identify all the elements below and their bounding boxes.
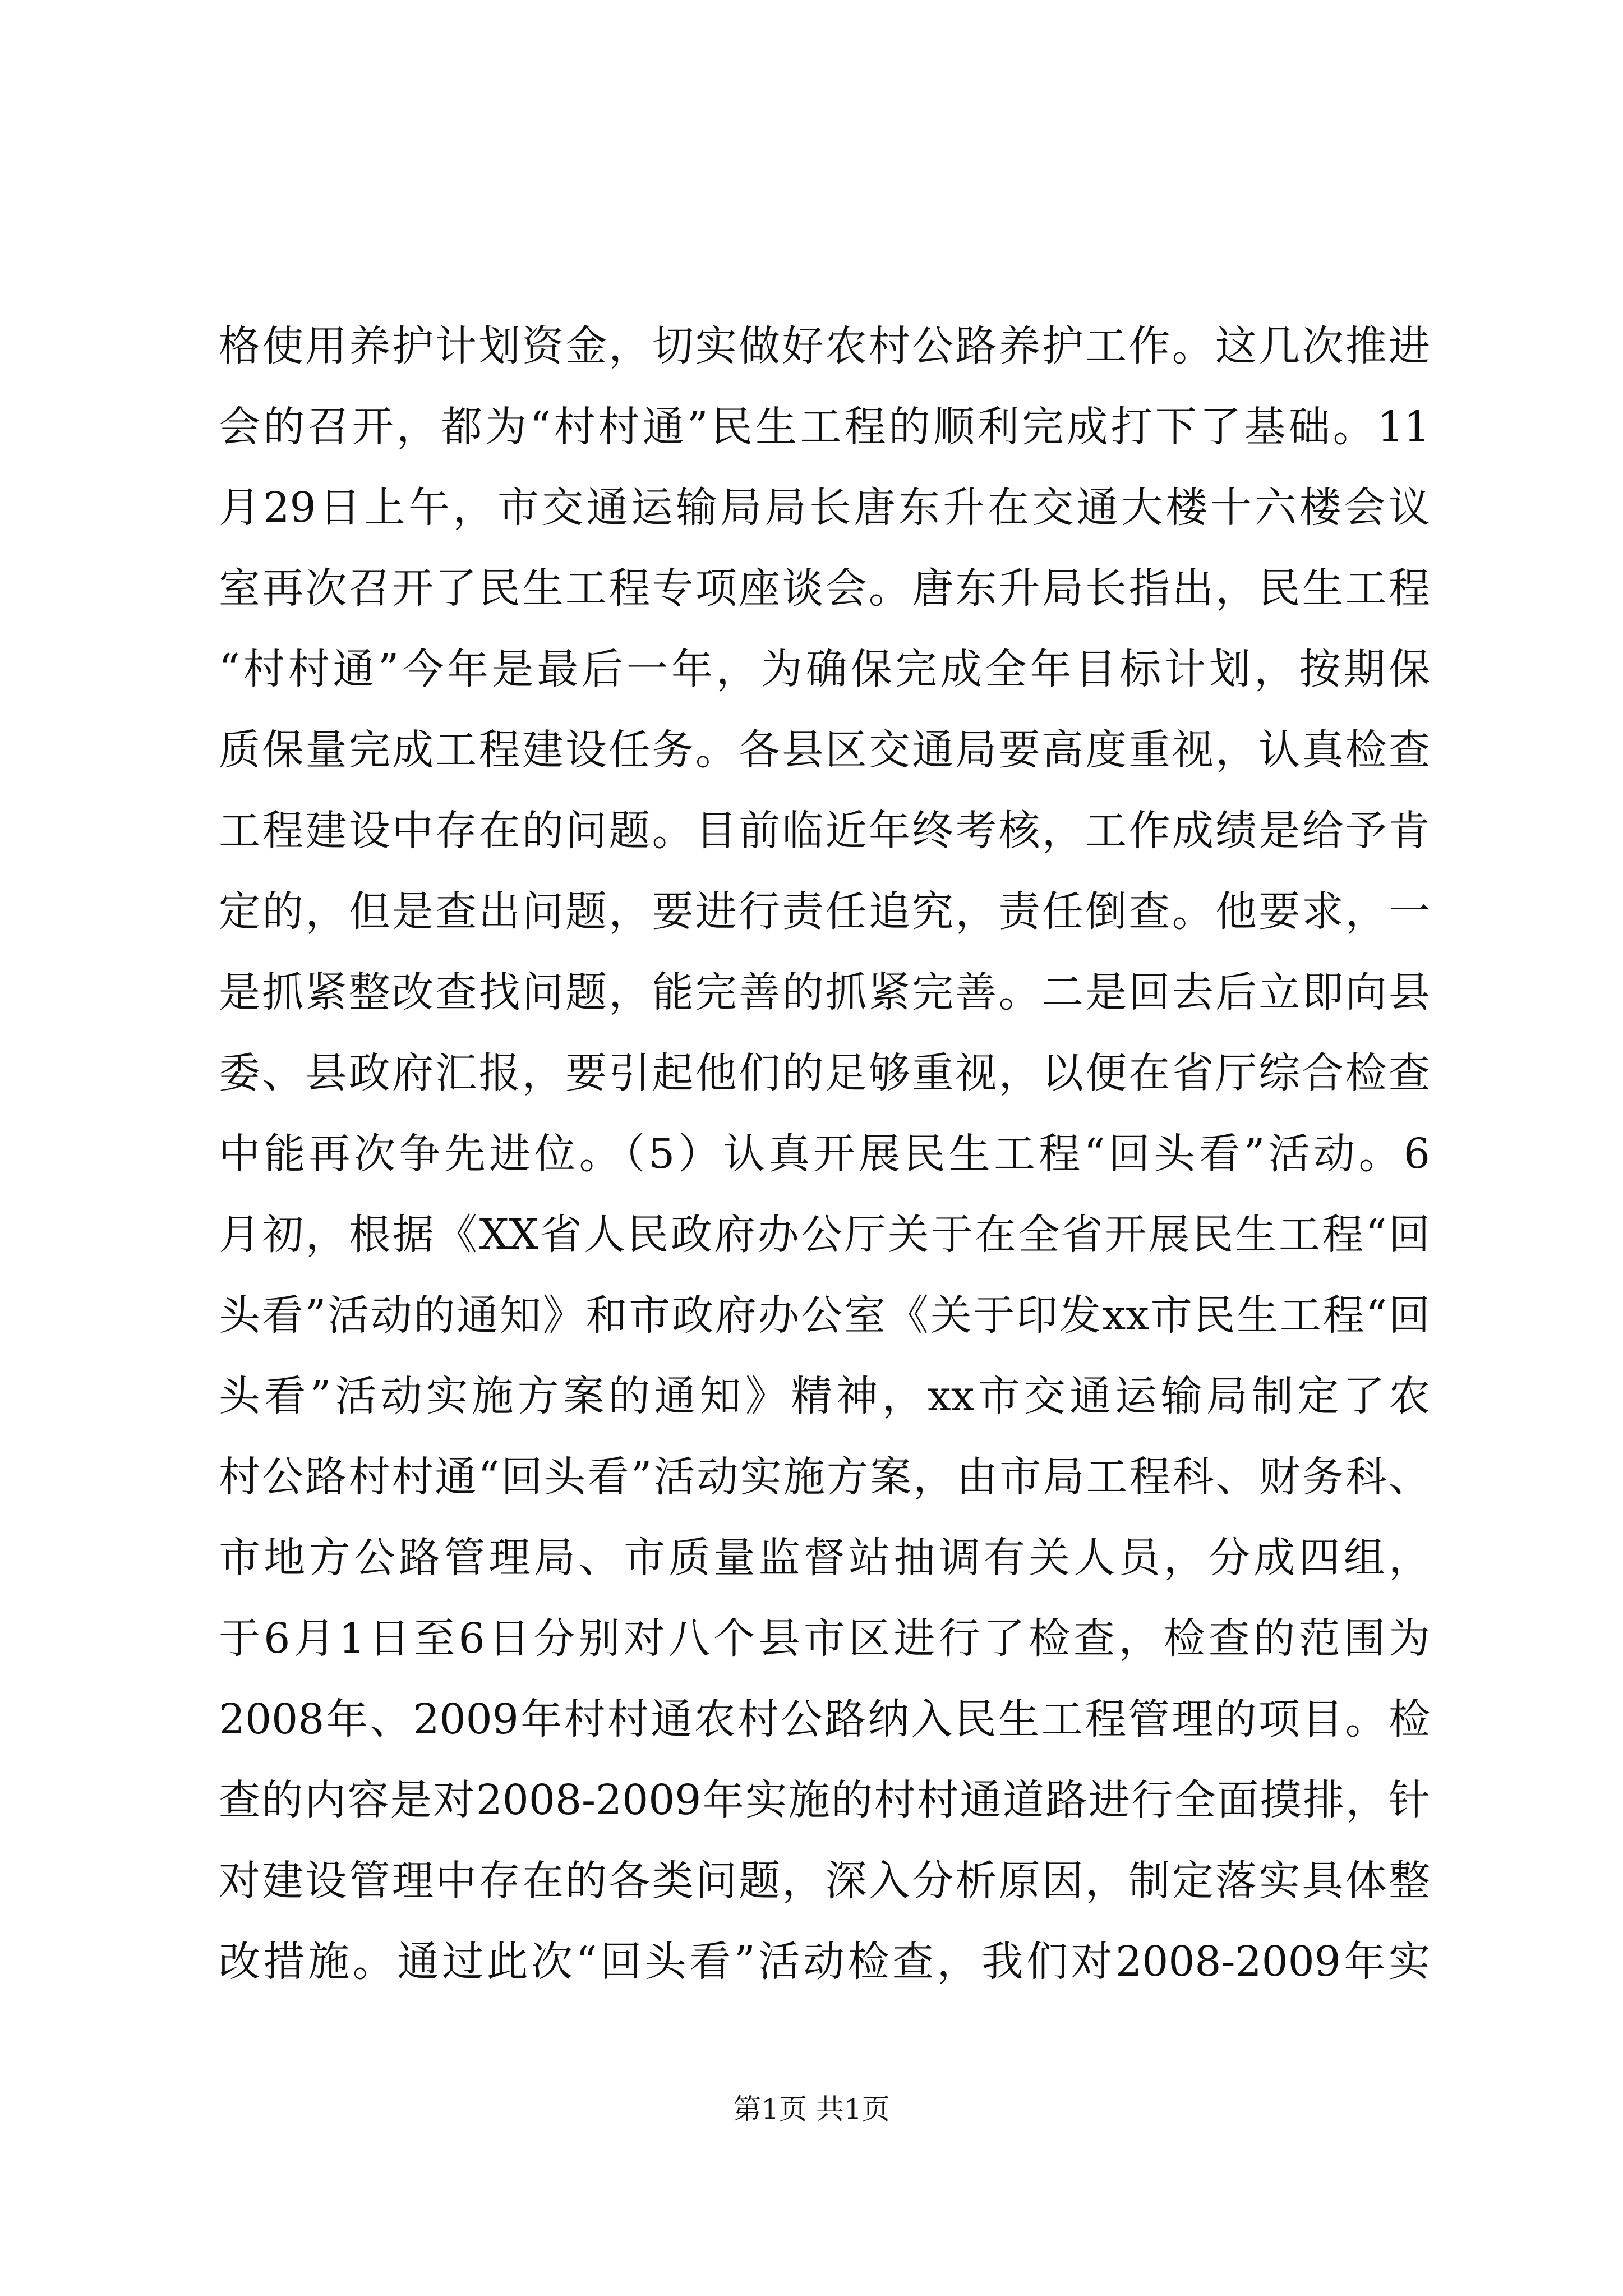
text-line: 格使用养护计划资金，切实做好农村公路养护工作。这几次推进: [219, 322, 1430, 370]
text-line: 对建设管理中存在的各类问题，深入分析原因，制定落实具体整: [219, 1857, 1430, 1905]
text-line: 改措施。通过此次“回头看”活动检查，我们对2008-2009年实: [219, 1938, 1430, 1986]
text-line: 2008年、2009年村村通农村公路纳入民生工程管理的项目。检: [219, 1695, 1430, 1743]
page-number-footer: 第1页 共1页: [733, 2093, 890, 2125]
text-line: 头看”活动实施方案的通知》精神，xx市交通运输局制定了农: [219, 1372, 1430, 1420]
text-line: 月29日上午，市交通运输局局长唐东升在交通大楼十六楼会议: [219, 484, 1430, 532]
text-line: 会的召开，都为“村村通”民生工程的顺利完成打下了基础。11: [219, 403, 1430, 451]
text-line: 村公路村村通“回头看”活动实施方案，由市局工程科、财务科、: [219, 1453, 1430, 1501]
body-text: [219, 306, 1430, 2002]
text-line: 质保量完成工程建设任务。各县区交通局要高度重视，认真检查: [219, 726, 1430, 774]
text-line: 市地方公路管理局、市质量监督站抽调有关人员，分成四组，: [219, 1534, 1430, 1582]
text-line: 工程建设中存在的问题。目前临近年终考核，工作成绩是给予肯: [219, 807, 1430, 855]
text-line: 是抓紧整改查找问题，能完善的抓紧完善。二是回去后立即向县: [219, 968, 1430, 1016]
text-line: “村村通”今年是最后一年，为确保完成全年目标计划，按期保: [219, 645, 1430, 693]
text-line: 查的内容是对2008-2009年实施的村村通道路进行全面摸排，针: [219, 1776, 1430, 1824]
text-line: 委、县政府汇报，要引起他们的足够重视，以便在省厅综合检查: [219, 1049, 1430, 1097]
text-line: 中能再次争先进位。（5）认真开展民生工程“回头看”活动。6: [219, 1130, 1430, 1178]
text-line: 头看”活动的通知》和市政府办公室《关于印发xx市民生工程“回: [219, 1291, 1430, 1340]
text-line: 于6月1日至6日分别对八个县市区进行了检查，检查的范围为: [219, 1614, 1430, 1663]
text-line: 定的，但是查出问题，要进行责任追究，责任倒查。他要求，一: [219, 887, 1430, 936]
text-line: 室再次召开了民生工程专项座谈会。唐东升局长指出，民生工程: [219, 564, 1430, 613]
text-line: 月初，根据《XX省人民政府办公厅关于在全省开展民生工程“回: [219, 1211, 1430, 1259]
